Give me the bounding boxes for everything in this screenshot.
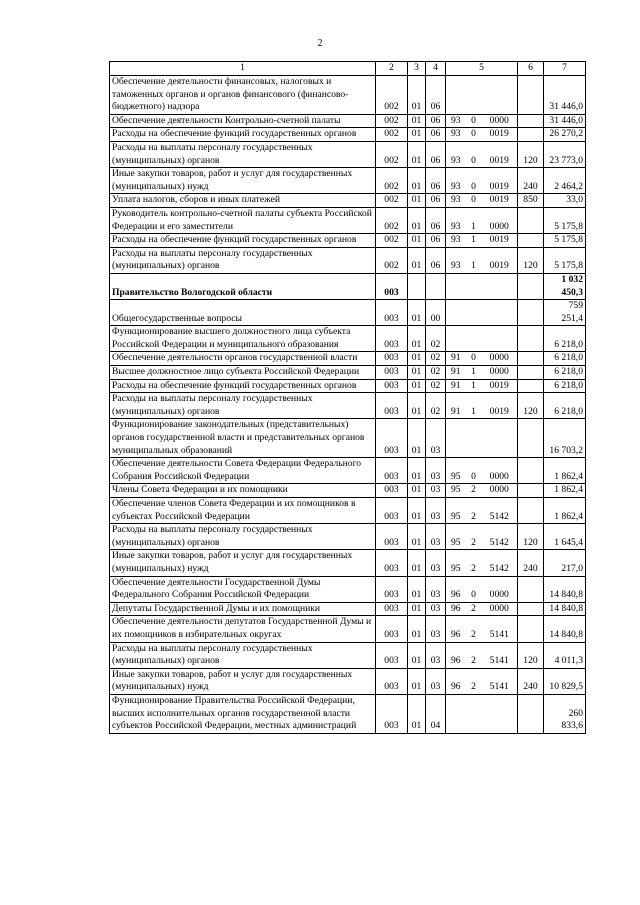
amount-cell: 260 833,6 — [544, 694, 586, 733]
code-subsection-cell: 03 — [426, 602, 446, 616]
column-header: 7 — [544, 62, 586, 76]
target-article-direction-cell: 0019 — [482, 128, 518, 142]
code-subsection-cell: 03 — [426, 576, 446, 602]
code-section-cell: 01 — [408, 419, 426, 458]
code-ministry-cell: 002 — [376, 128, 408, 142]
target-article-direction-cell — [482, 694, 518, 733]
code-ministry-cell: 002 — [376, 207, 408, 233]
table-row — [110, 326, 586, 352]
table-row — [110, 616, 586, 642]
row-name-cell: Расходы на выплаты персоналу государственных (муниципальных) органов — [110, 393, 376, 419]
code-section-cell: 01 — [408, 128, 426, 142]
target-article-subprogram-cell: 1 — [466, 393, 482, 419]
table-row — [110, 76, 586, 115]
code-section-cell: 01 — [408, 393, 426, 419]
target-article-subprogram-cell: 1 — [466, 247, 482, 273]
code-subsection-cell: 02 — [426, 352, 446, 366]
target-article-subprogram-cell: 2 — [466, 616, 482, 642]
code-ministry-cell: 002 — [376, 194, 408, 208]
target-article-direction-cell: 0019 — [482, 234, 518, 248]
target-article-direction-cell: 0000 — [482, 458, 518, 484]
table-row — [110, 234, 586, 248]
target-article-program-cell: 91 — [446, 366, 466, 380]
row-name-cell: Иные закупки товаров, работ и услуг для государственных (муниципальных) нужд — [110, 168, 376, 194]
code-ministry-cell: 003 — [376, 366, 408, 380]
target-article-direction-cell: 0000 — [482, 207, 518, 233]
code-ministry-cell: 003 — [376, 498, 408, 524]
target-article-direction-cell: 0000 — [482, 114, 518, 128]
target-article-subprogram-cell — [466, 300, 482, 326]
target-article-program-cell: 95 — [446, 498, 466, 524]
expense-type-cell — [518, 498, 544, 524]
table-row — [110, 273, 586, 299]
target-article-subprogram-cell — [466, 273, 482, 299]
target-article-program-cell: 95 — [446, 524, 466, 550]
code-ministry-cell: 003 — [376, 300, 408, 326]
row-name-cell: Обеспечение деятельности органов государственной власти — [110, 352, 376, 366]
expense-type-cell — [518, 616, 544, 642]
table-row — [110, 352, 586, 366]
target-article-direction-cell — [482, 273, 518, 299]
amount-cell: 23 773,0 — [544, 141, 586, 167]
target-article-direction-cell: 5142 — [482, 550, 518, 576]
code-subsection-cell: 06 — [426, 128, 446, 142]
table-row — [110, 550, 586, 576]
target-article-subprogram-cell: 2 — [466, 524, 482, 550]
code-subsection-cell: 03 — [426, 616, 446, 642]
code-ministry-cell: 003 — [376, 616, 408, 642]
code-subsection-cell: 03 — [426, 668, 446, 694]
target-article-program-cell: 93 — [446, 234, 466, 248]
code-subsection-cell: 03 — [426, 550, 446, 576]
table-row — [110, 524, 586, 550]
target-article-program-cell: 93 — [446, 247, 466, 273]
code-subsection-cell: 03 — [426, 419, 446, 458]
code-subsection-cell: 06 — [426, 114, 446, 128]
target-article-program-cell: 95 — [446, 550, 466, 576]
target-article-program-cell: 95 — [446, 458, 466, 484]
target-article-subprogram-cell: 0 — [466, 352, 482, 366]
amount-cell: 14 840,8 — [544, 616, 586, 642]
target-article-program-cell: 91 — [446, 352, 466, 366]
code-ministry-cell: 002 — [376, 114, 408, 128]
column-header: 4 — [426, 62, 446, 76]
table-row — [110, 379, 586, 393]
amount-cell: 6 218,0 — [544, 326, 586, 352]
table-row — [110, 141, 586, 167]
row-name-cell: Депутаты Государственной Думы и их помощники — [110, 602, 376, 616]
expense-type-cell — [518, 366, 544, 380]
row-name-cell: Расходы на обеспечение функций государственных органов — [110, 234, 376, 248]
table-row — [110, 393, 586, 419]
code-section-cell: 01 — [408, 194, 426, 208]
expense-type-cell — [518, 694, 544, 733]
row-name-cell: Иные закупки товаров, работ и услуг для государственных (муниципальных) нужд — [110, 668, 376, 694]
row-name-cell: Обеспечение деятельности Контрольно-счетной палаты — [110, 114, 376, 128]
row-name-cell: Обеспечение деятельности Совета Федерации Федерального Собрания Российской Федерации — [110, 458, 376, 484]
target-article-subprogram-cell — [466, 694, 482, 733]
code-section-cell: 01 — [408, 366, 426, 380]
target-article-program-cell: 96 — [446, 602, 466, 616]
table-row — [110, 128, 586, 142]
code-subsection-cell: 06 — [426, 207, 446, 233]
code-section-cell: 01 — [408, 694, 426, 733]
target-article-subprogram-cell: 2 — [466, 498, 482, 524]
code-subsection-cell: 06 — [426, 168, 446, 194]
code-subsection-cell: 06 — [426, 247, 446, 273]
target-article-subprogram-cell: 2 — [466, 484, 482, 498]
target-article-program-cell — [446, 419, 466, 458]
target-article-subprogram-cell: 1 — [466, 366, 482, 380]
table-row — [110, 247, 586, 273]
expense-type-cell — [518, 602, 544, 616]
amount-cell: 6 218,0 — [544, 366, 586, 380]
table-header-row — [110, 62, 586, 76]
code-section-cell: 01 — [408, 207, 426, 233]
column-header: 2 — [376, 62, 408, 76]
row-name-cell: Функционирование высшего должностного лица субъекта Российской Федерации и муниципального образования — [110, 326, 376, 352]
target-article-program-cell: 93 — [446, 141, 466, 167]
code-ministry-cell: 003 — [376, 642, 408, 668]
code-subsection-cell: 02 — [426, 393, 446, 419]
target-article-direction-cell: 0000 — [482, 352, 518, 366]
target-article-direction-cell: 0019 — [482, 141, 518, 167]
expense-type-cell — [518, 419, 544, 458]
target-article-program-cell: 96 — [446, 642, 466, 668]
code-subsection-cell: 06 — [426, 141, 446, 167]
row-name-cell: Руководитель контрольно-счетной палаты субъекта Российской Федерации и его заместители — [110, 207, 376, 233]
target-article-direction-cell: 0000 — [482, 602, 518, 616]
row-name-cell: Функционирование Правительства Российской Федерации, высших исполнительных органов государственной власти субъектов Российской Федерации, местных администраций — [110, 694, 376, 733]
table-row — [110, 484, 586, 498]
table-row — [110, 602, 586, 616]
expense-type-cell: 120 — [518, 393, 544, 419]
amount-cell: 31 446,0 — [544, 76, 586, 115]
table-row — [110, 207, 586, 233]
amount-cell: 6 218,0 — [544, 379, 586, 393]
table-row — [110, 668, 586, 694]
code-subsection-cell: 06 — [426, 234, 446, 248]
code-section-cell: 01 — [408, 616, 426, 642]
target-article-subprogram-cell — [466, 326, 482, 352]
amount-cell: 16 703,2 — [544, 419, 586, 458]
row-name-cell: Функционирование законодательных (представительных) органов государственной власти и представительных органов муниципальных образований — [110, 419, 376, 458]
code-section-cell: 01 — [408, 379, 426, 393]
target-article-subprogram-cell: 1 — [466, 234, 482, 248]
code-section-cell: 01 — [408, 300, 426, 326]
target-article-subprogram-cell: 0 — [466, 168, 482, 194]
expense-type-cell — [518, 114, 544, 128]
column-header: 5 — [446, 62, 518, 76]
code-section-cell: 01 — [408, 602, 426, 616]
target-article-direction-cell — [482, 326, 518, 352]
amount-cell: 1 645,4 — [544, 524, 586, 550]
code-section-cell: 01 — [408, 76, 426, 115]
code-ministry-cell: 003 — [376, 524, 408, 550]
expense-type-cell — [518, 207, 544, 233]
code-ministry-cell: 003 — [376, 694, 408, 733]
expense-type-cell: 120 — [518, 524, 544, 550]
expense-type-cell — [518, 484, 544, 498]
target-article-program-cell: 93 — [446, 114, 466, 128]
code-ministry-cell: 002 — [376, 234, 408, 248]
code-section-cell: 01 — [408, 458, 426, 484]
expense-type-cell — [518, 234, 544, 248]
table-row — [110, 576, 586, 602]
amount-cell: 14 840,8 — [544, 576, 586, 602]
amount-cell: 26 270,2 — [544, 128, 586, 142]
target-article-program-cell: 96 — [446, 616, 466, 642]
code-section-cell: 01 — [408, 668, 426, 694]
amount-cell: 33,0 — [544, 194, 586, 208]
table-row — [110, 419, 586, 458]
expense-type-cell — [518, 300, 544, 326]
target-article-direction-cell: 0000 — [482, 366, 518, 380]
expense-type-cell: 240 — [518, 550, 544, 576]
code-subsection-cell — [426, 273, 446, 299]
code-section-cell: 01 — [408, 141, 426, 167]
expense-type-cell: 850 — [518, 194, 544, 208]
code-subsection-cell: 02 — [426, 366, 446, 380]
code-ministry-cell: 002 — [376, 168, 408, 194]
code-section-cell — [408, 273, 426, 299]
code-subsection-cell: 02 — [426, 379, 446, 393]
expense-type-cell: 120 — [518, 247, 544, 273]
code-subsection-cell: 03 — [426, 498, 446, 524]
code-ministry-cell: 003 — [376, 484, 408, 498]
table-row — [110, 498, 586, 524]
target-article-subprogram-cell: 2 — [466, 642, 482, 668]
table-row — [110, 366, 586, 380]
target-article-program-cell: 95 — [446, 484, 466, 498]
row-name-cell: Общегосударственные вопросы — [110, 300, 376, 326]
target-article-program-cell: 93 — [446, 168, 466, 194]
code-section-cell: 01 — [408, 352, 426, 366]
code-section-cell: 01 — [408, 234, 426, 248]
code-subsection-cell: 06 — [426, 194, 446, 208]
budget-table — [109, 61, 586, 734]
column-header: 3 — [408, 62, 426, 76]
target-article-program-cell — [446, 76, 466, 115]
code-ministry-cell: 003 — [376, 419, 408, 458]
code-ministry-cell: 003 — [376, 393, 408, 419]
target-article-direction-cell — [482, 76, 518, 115]
row-name-cell: Обеспечение членов Совета Федерации и их помощников в субъектах Российской Федерации — [110, 498, 376, 524]
expense-type-cell: 120 — [518, 141, 544, 167]
amount-cell: 1 862,4 — [544, 498, 586, 524]
amount-cell: 5 175,8 — [544, 207, 586, 233]
target-article-direction-cell: 0019 — [482, 393, 518, 419]
target-article-subprogram-cell: 2 — [466, 602, 482, 616]
code-section-cell: 01 — [408, 484, 426, 498]
expense-type-cell — [518, 76, 544, 115]
code-ministry-cell: 003 — [376, 379, 408, 393]
target-article-program-cell: 93 — [446, 128, 466, 142]
code-ministry-cell: 003 — [376, 668, 408, 694]
row-name-cell: Расходы на обеспечение функций государственных органов — [110, 128, 376, 142]
row-name-cell: Расходы на выплаты персоналу государственных (муниципальных) органов — [110, 524, 376, 550]
target-article-direction-cell: 5142 — [482, 524, 518, 550]
code-subsection-cell: 02 — [426, 326, 446, 352]
code-section-cell: 01 — [408, 642, 426, 668]
target-article-direction-cell — [482, 419, 518, 458]
row-name-cell: Обеспечение деятельности финансовых, налоговых и таможенных органов и органов финансового (финансово-бюджетного) надзора — [110, 76, 376, 115]
code-section-cell: 01 — [408, 168, 426, 194]
amount-cell: 1 862,4 — [544, 458, 586, 484]
code-section-cell: 01 — [408, 247, 426, 273]
column-header: 6 — [518, 62, 544, 76]
code-subsection-cell: 00 — [426, 300, 446, 326]
target-article-direction-cell: 0019 — [482, 247, 518, 273]
target-article-subprogram-cell: 0 — [466, 141, 482, 167]
code-ministry-cell: 002 — [376, 76, 408, 115]
target-article-program-cell: 91 — [446, 393, 466, 419]
amount-cell: 10 829,5 — [544, 668, 586, 694]
code-subsection-cell: 03 — [426, 524, 446, 550]
expense-type-cell — [518, 326, 544, 352]
amount-cell: 4 011,3 — [544, 642, 586, 668]
expense-type-cell — [518, 273, 544, 299]
expense-type-cell: 240 — [518, 668, 544, 694]
table-row — [110, 114, 586, 128]
target-article-subprogram-cell: 1 — [466, 379, 482, 393]
expense-type-cell — [518, 379, 544, 393]
target-article-direction-cell: 5141 — [482, 616, 518, 642]
target-article-direction-cell: 5141 — [482, 668, 518, 694]
target-article-subprogram-cell: 0 — [466, 576, 482, 602]
table-row — [110, 300, 586, 326]
row-name-cell: Расходы на выплаты персоналу государственных (муниципальных) органов — [110, 642, 376, 668]
code-section-cell: 01 — [408, 576, 426, 602]
code-ministry-cell: 003 — [376, 273, 408, 299]
table-row — [110, 642, 586, 668]
code-section-cell: 01 — [408, 326, 426, 352]
code-subsection-cell: 03 — [426, 642, 446, 668]
code-section-cell: 01 — [408, 550, 426, 576]
target-article-subprogram-cell: 2 — [466, 668, 482, 694]
target-article-subprogram-cell: 0 — [466, 114, 482, 128]
code-section-cell: 01 — [408, 524, 426, 550]
amount-cell: 6 218,0 — [544, 393, 586, 419]
table-row — [110, 694, 586, 733]
expense-type-cell — [518, 128, 544, 142]
table-row — [110, 168, 586, 194]
code-section-cell: 01 — [408, 114, 426, 128]
row-name-cell: Высшее должностное лицо субъекта Российской Федерации — [110, 366, 376, 380]
amount-cell: 1 862,4 — [544, 484, 586, 498]
amount-cell: 5 175,8 — [544, 247, 586, 273]
code-ministry-cell: 003 — [376, 602, 408, 616]
target-article-direction-cell: 0019 — [482, 168, 518, 194]
target-article-direction-cell: 5141 — [482, 642, 518, 668]
page-number: 2 — [317, 38, 323, 49]
target-article-program-cell — [446, 326, 466, 352]
target-article-program-cell — [446, 300, 466, 326]
target-article-direction-cell: 0000 — [482, 576, 518, 602]
target-article-subprogram-cell: 2 — [466, 550, 482, 576]
target-article-direction-cell — [482, 300, 518, 326]
code-ministry-cell: 002 — [376, 141, 408, 167]
expense-type-cell — [518, 576, 544, 602]
table-row — [110, 194, 586, 208]
table-row — [110, 458, 586, 484]
target-article-program-cell — [446, 694, 466, 733]
target-article-subprogram-cell: 1 — [466, 207, 482, 233]
amount-cell: 217,0 — [544, 550, 586, 576]
code-ministry-cell: 003 — [376, 576, 408, 602]
code-ministry-cell: 003 — [376, 352, 408, 366]
amount-cell: 1 032 450,3 — [544, 273, 586, 299]
amount-cell: 2 464,2 — [544, 168, 586, 194]
code-ministry-cell: 003 — [376, 550, 408, 576]
target-article-subprogram-cell: 0 — [466, 194, 482, 208]
row-name-cell: Расходы на обеспечение функций государственных органов — [110, 379, 376, 393]
row-name-cell: Расходы на выплаты персоналу государственных (муниципальных) органов — [110, 247, 376, 273]
target-article-program-cell: 93 — [446, 207, 466, 233]
code-subsection-cell: 03 — [426, 458, 446, 484]
expense-type-cell: 240 — [518, 168, 544, 194]
code-subsection-cell: 06 — [426, 76, 446, 115]
code-ministry-cell: 002 — [376, 247, 408, 273]
amount-cell: 5 175,8 — [544, 234, 586, 248]
code-ministry-cell: 003 — [376, 326, 408, 352]
expense-type-cell: 120 — [518, 642, 544, 668]
target-article-subprogram-cell — [466, 76, 482, 115]
target-article-direction-cell: 0000 — [482, 484, 518, 498]
target-article-program-cell — [446, 273, 466, 299]
row-name-cell: Уплата налогов, сборов и иных платежей — [110, 194, 376, 208]
target-article-subprogram-cell — [466, 419, 482, 458]
expense-type-cell — [518, 352, 544, 366]
amount-cell: 759 251,4 — [544, 300, 586, 326]
target-article-direction-cell: 5142 — [482, 498, 518, 524]
row-name-cell: Правительство Вологодской области — [110, 273, 376, 299]
target-article-direction-cell: 0019 — [482, 379, 518, 393]
code-subsection-cell: 03 — [426, 484, 446, 498]
target-article-program-cell: 96 — [446, 668, 466, 694]
target-article-program-cell: 93 — [446, 194, 466, 208]
row-name-cell: Расходы на выплаты персоналу государственных (муниципальных) органов — [110, 141, 376, 167]
target-article-subprogram-cell: 0 — [466, 128, 482, 142]
code-section-cell: 01 — [408, 498, 426, 524]
amount-cell: 6 218,0 — [544, 352, 586, 366]
code-subsection-cell: 04 — [426, 694, 446, 733]
target-article-direction-cell: 0019 — [482, 194, 518, 208]
column-header: 1 — [110, 62, 376, 76]
amount-cell: 14 840,8 — [544, 602, 586, 616]
code-ministry-cell: 003 — [376, 458, 408, 484]
amount-cell: 31 446,0 — [544, 114, 586, 128]
target-article-subprogram-cell: 0 — [466, 458, 482, 484]
target-article-program-cell: 91 — [446, 379, 466, 393]
target-article-program-cell: 96 — [446, 576, 466, 602]
expense-type-cell — [518, 458, 544, 484]
row-name-cell: Члены Совета Федерации и их помощники — [110, 484, 376, 498]
row-name-cell: Обеспечение деятельности депутатов Государственной Думы и их помощников в избирательных округах — [110, 616, 376, 642]
row-name-cell: Обеспечение деятельности Государственной Думы Федерального Собрания Российской Федерации — [110, 576, 376, 602]
row-name-cell: Иные закупки товаров, работ и услуг для государственных (муниципальных) нужд — [110, 550, 376, 576]
